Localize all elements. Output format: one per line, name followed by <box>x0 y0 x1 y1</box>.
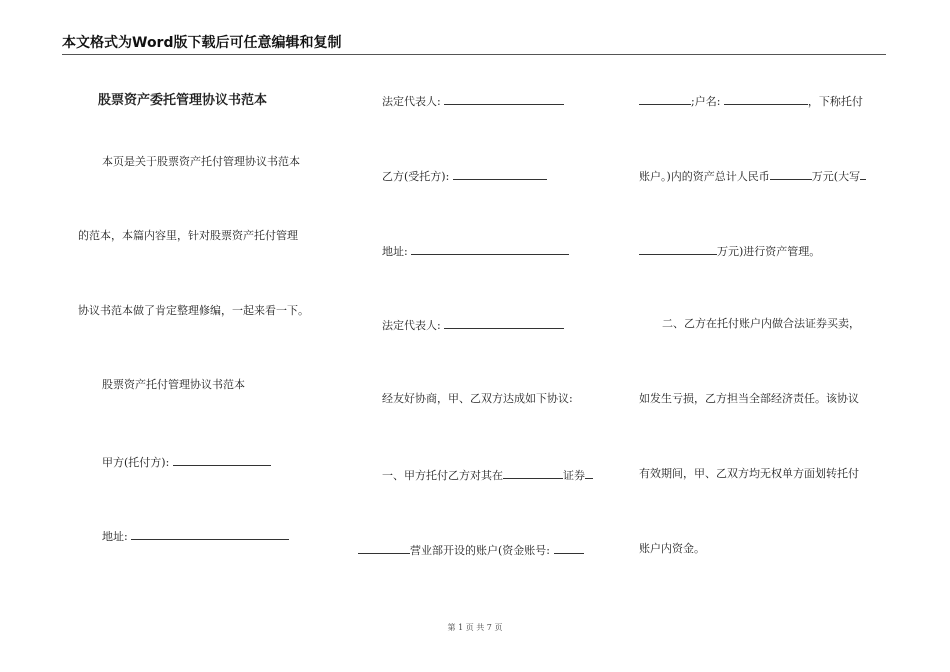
amount-uppercase-label: 万元(大写 <box>811 170 861 183</box>
header-text: 本文格式为Word版下载后可任意编辑和复制 <box>62 35 342 51</box>
asset-management-text: 万元)进行资产管理。 <box>717 245 821 258</box>
clause-2-line-3: 有效期间，甲、乙双方均无权单方面划转托付 <box>639 467 859 480</box>
amount-line <box>639 168 866 184</box>
amount-uppercase-line <box>639 243 820 259</box>
address-b-label: 地址: <box>382 245 412 258</box>
party-b-label: 乙方(受托方): <box>382 170 453 183</box>
document-header <box>62 34 886 55</box>
agreement-subtitle: 股票资产托付管理协议书范本 <box>102 378 245 391</box>
clause-1-tail-blank <box>585 467 593 479</box>
party-b-blank <box>453 168 547 180</box>
legal-rep-b-label: 法定代表人: <box>382 319 445 332</box>
intro-line-1: 本页是关于股票资产托付管理协议书范本 <box>102 155 300 168</box>
address-a-blank <box>131 528 289 540</box>
clause-1-line-2 <box>358 542 584 558</box>
party-a-blank <box>173 454 271 466</box>
clause-1-line-1 <box>382 467 593 483</box>
amount-blank <box>770 168 812 180</box>
party-a-label: 甲方(托付方): <box>102 456 173 469</box>
legal-rep-b-line <box>382 317 564 333</box>
party-b-line <box>382 168 547 184</box>
address-a-label: 地址: <box>102 530 132 543</box>
account-name-line <box>639 93 863 109</box>
clause-1-text-b: 证券 <box>563 469 585 482</box>
clause-1-text-a: 一、甲方托付乙方对其在 <box>382 469 503 482</box>
clause-1-text-c: 营业部开设的账户(资金账号: <box>410 544 554 557</box>
document-title: 股票资产委托管理协议书范本 <box>98 93 268 108</box>
amount-tail-blank <box>860 168 866 180</box>
account-name-blank <box>724 93 808 105</box>
page-number: 第 1 页 共 7 页 <box>447 623 503 632</box>
amount-label: 账户。)内的资产总计人民币 <box>639 170 770 183</box>
legal-rep-a-label: 法定代表人: <box>382 95 445 108</box>
agreement-intro: 经友好协商，甲、乙双方达成如下协议: <box>382 392 573 405</box>
address-b-blank <box>411 243 569 255</box>
legal-rep-a-blank <box>444 93 564 105</box>
intro-line-3: 协议书范本做了肯定整理修编，一起来看一下。 <box>78 304 309 317</box>
intro-line-2: 的范本，本篇内容里，针对股票资产托付管理 <box>78 229 298 242</box>
clause-2-line-2: 如发生亏损，乙方担当全部经济责任。该协议 <box>639 392 859 405</box>
fund-account-blank <box>554 542 584 554</box>
amount-uppercase-blank <box>639 243 717 255</box>
account-name-label: ;户名: <box>691 95 724 108</box>
page-footer <box>0 622 950 633</box>
account-number-blank <box>639 93 691 105</box>
party-a-line <box>102 454 271 470</box>
address-b-line <box>382 243 569 259</box>
securities-company-blank <box>503 467 563 479</box>
address-a-line <box>102 528 289 544</box>
clause-2-line-1: 二、乙方在托付账户内做合法证券买卖， <box>662 317 860 330</box>
legal-rep-b-blank <box>444 317 564 329</box>
clause-2-line-4: 账户内资金。 <box>639 542 705 555</box>
branch-blank <box>358 542 410 554</box>
legal-rep-a-line <box>382 93 564 109</box>
account-suffix: ，下称托付 <box>807 95 863 108</box>
